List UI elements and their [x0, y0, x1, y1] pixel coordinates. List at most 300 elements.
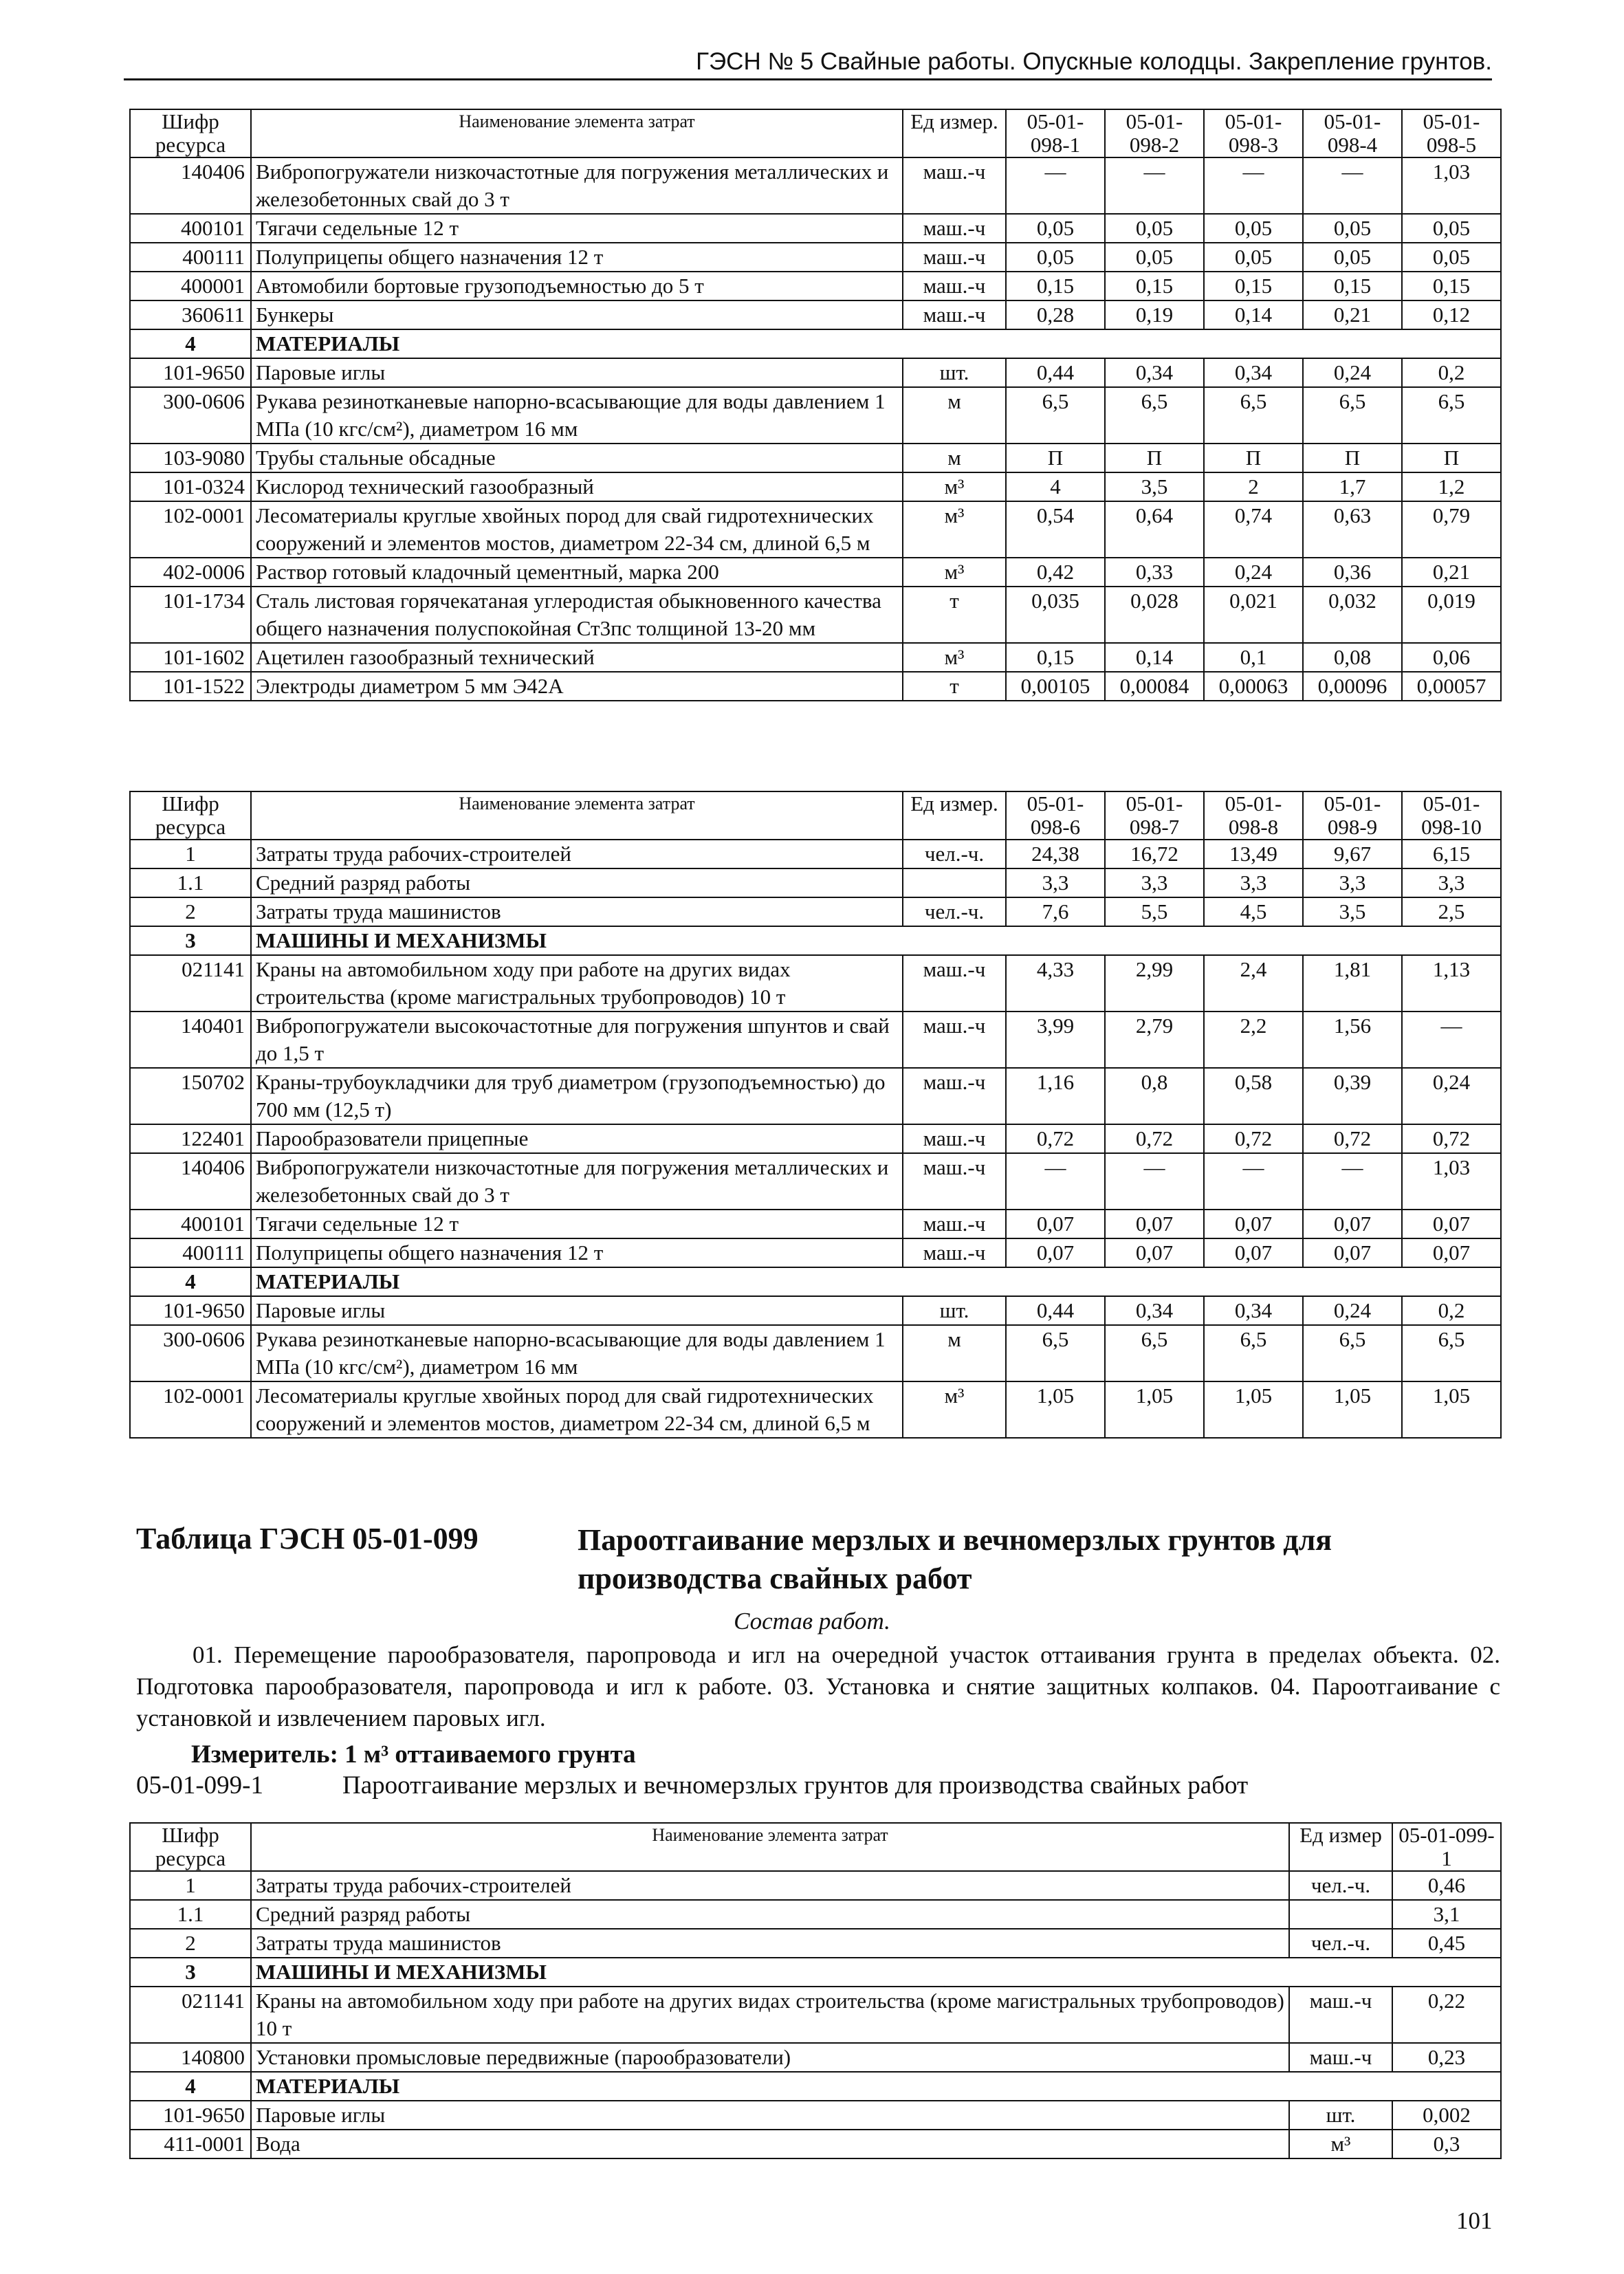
row-code: 021141 — [130, 1987, 251, 2043]
table-row — [130, 501, 1501, 558]
table-row — [130, 1153, 1501, 1210]
row-code: 402-0006 — [130, 558, 251, 587]
row-value: 0,23 — [1392, 2043, 1501, 2072]
row-value: 1,03 — [1402, 1153, 1501, 1210]
row-value: 0,46 — [1392, 1871, 1501, 1900]
row-value: — — [1105, 157, 1204, 214]
table-row — [130, 272, 1501, 300]
row-name: Тягачи седельные 12 т — [251, 214, 903, 243]
row-name: Рукава резинотканевые напорно-всасывающие для воды давлением 1 МПа (10 кгс/см²), диаметром 16 мм — [251, 1325, 903, 1381]
row-code: 2 — [130, 897, 251, 926]
row-value: 2,4 — [1204, 955, 1303, 1012]
row-value: 0,39 — [1303, 1068, 1402, 1124]
row-name: Рукава резинотканевые напорно-всасывающие для воды давлением 1 МПа (10 кгс/см²), диаметром 16 мм — [251, 387, 903, 444]
table-row — [130, 157, 1501, 214]
table-row — [130, 955, 1501, 1012]
row-name: Затраты труда рабочих-строителей — [251, 1871, 1289, 1900]
table-header — [130, 109, 1501, 157]
table-row — [130, 897, 1501, 926]
row-value: 0,24 — [1303, 358, 1402, 387]
row-value: 0,72 — [1303, 1124, 1402, 1153]
row-unit: маш.-ч — [903, 272, 1006, 300]
composition-text: 01. Перемещение парообразователя, паропровода и игл на очередной участок оттаивания грунта в пределах объекта. 02. Подготовка парообразователя, паропровода и игл к работе. 03. Установка и снятие защитных колпаков. 04. Пароотгаивание с установкой и извлечением паровых игл. — [136, 1641, 1500, 1731]
row-value: 16,72 — [1105, 840, 1204, 868]
header-unit: Ед измер. — [903, 791, 1006, 840]
row-unit — [903, 868, 1006, 897]
header-col-code: 05-01-098-2 — [1105, 109, 1204, 157]
row-value: 0,24 — [1402, 1068, 1501, 1124]
row-value: 0,05 — [1402, 243, 1501, 272]
row-value: — — [1204, 1153, 1303, 1210]
table-header — [130, 1823, 1501, 1871]
row-value: 0,028 — [1105, 587, 1204, 643]
row-value: 0,24 — [1303, 1296, 1402, 1325]
row-code: 400111 — [130, 1238, 251, 1267]
row-name: Краны на автомобильном ходу при работе на других видах строительства (кроме магистральных трубопроводов) 10 т — [251, 955, 903, 1012]
table-row — [130, 1210, 1501, 1238]
table-row — [130, 1381, 1501, 1438]
table-row — [130, 387, 1501, 444]
header-name: Наименование элемента затрат — [251, 791, 903, 840]
resource-table-098-1-5 — [129, 109, 1502, 701]
row-unit — [1289, 1900, 1392, 1929]
table-row — [130, 1987, 1501, 2043]
row-value: 0,15 — [1006, 272, 1105, 300]
row-name: Трубы стальные обсадные — [251, 444, 903, 472]
row-value: 1,7 — [1303, 472, 1402, 501]
row-value: 0,12 — [1402, 300, 1501, 329]
table-row — [130, 1325, 1501, 1381]
table-row — [130, 1296, 1501, 1325]
row-value: 6,5 — [1204, 1325, 1303, 1381]
row-name: Вибропогружатели низкочастотные для погружения металлических и железобетонных свай до 3 т — [251, 1153, 903, 1210]
row-unit: маш.-ч — [903, 1238, 1006, 1267]
row-unit: м — [903, 1325, 1006, 1381]
row-value: 0,05 — [1402, 214, 1501, 243]
row-value: — — [1204, 157, 1303, 214]
section-title: МАТЕРИАЛЫ — [251, 329, 1501, 358]
row-value: 0,00084 — [1105, 672, 1204, 701]
table-row — [130, 1238, 1501, 1267]
row-code: 150702 — [130, 1068, 251, 1124]
row-value: — — [1402, 1012, 1501, 1068]
header-unit: Ед измер — [1289, 1823, 1392, 1871]
row-name: Затраты труда машинистов — [251, 897, 903, 926]
table-row — [130, 868, 1501, 897]
row-code: 400101 — [130, 1210, 251, 1238]
row-unit: чел.-ч. — [1289, 1929, 1392, 1958]
row-code: 140800 — [130, 2043, 251, 2072]
row-name: Сталь листовая горячекатаная углеродистая обыкновенного качества общего назначения полуспокойная Ст3пс толщиной 13-20 мм — [251, 587, 903, 643]
row-value: 3,99 — [1006, 1012, 1105, 1068]
row-unit: чел.-ч. — [1289, 1871, 1392, 1900]
row-code: 400001 — [130, 272, 251, 300]
row-value: 4,33 — [1006, 955, 1105, 1012]
row-code: 400101 — [130, 214, 251, 243]
row-value: 0,54 — [1006, 501, 1105, 558]
row-code: 300-0606 — [130, 1325, 251, 1381]
row-code: 4 — [130, 1267, 251, 1296]
row-value: П — [1402, 444, 1501, 472]
table-row — [130, 1068, 1501, 1124]
row-value: 0,64 — [1105, 501, 1204, 558]
row-code: 101-1602 — [130, 643, 251, 672]
table-header — [130, 791, 1501, 840]
row-name: Кислород технический газообразный — [251, 472, 903, 501]
row-value: П — [1006, 444, 1105, 472]
table-row — [130, 1929, 1501, 1958]
subtable-title: Пароотгаивание мерзлых и вечномерзлых грунтов для производства свайных работ — [342, 1771, 1249, 1800]
row-name: Раствор готовый кладочный цементный, марка 200 — [251, 558, 903, 587]
row-value: 0,07 — [1105, 1238, 1204, 1267]
row-value: 0,15 — [1105, 272, 1204, 300]
row-name: Тягачи седельные 12 т — [251, 1210, 903, 1238]
row-name: Бункеры — [251, 300, 903, 329]
row-value: 0,08 — [1303, 643, 1402, 672]
row-value: 6,5 — [1006, 1325, 1105, 1381]
row-name: Средний разряд работы — [251, 1900, 1289, 1929]
header-col-code: 05-01-098-7 — [1105, 791, 1204, 840]
row-name: Вибропогружатели низкочастотные для погружения металлических и железобетонных свай до 3 т — [251, 157, 903, 214]
row-code: 1 — [130, 1871, 251, 1900]
meter-line: Измеритель: 1 м³ оттаиваемого грунта — [191, 1740, 636, 1769]
row-value: 0,15 — [1303, 272, 1402, 300]
row-value: 3,3 — [1105, 868, 1204, 897]
header-col-code: 05-01-098-8 — [1204, 791, 1303, 840]
row-code: 101-9650 — [130, 2101, 251, 2130]
row-unit: маш.-ч — [903, 243, 1006, 272]
row-value: 0,07 — [1402, 1210, 1501, 1238]
row-value: 13,49 — [1204, 840, 1303, 868]
row-value: 0,36 — [1303, 558, 1402, 587]
row-value: 1,05 — [1402, 1381, 1501, 1438]
row-value: 0,05 — [1303, 214, 1402, 243]
row-value: 0,07 — [1303, 1210, 1402, 1238]
row-value: 0,032 — [1303, 587, 1402, 643]
row-code: 140406 — [130, 1153, 251, 1210]
header-col-code: 05-01-098-10 — [1402, 791, 1501, 840]
row-value: 0,79 — [1402, 501, 1501, 558]
table-row — [130, 2130, 1501, 2158]
row-name: Парообразователи прицепные — [251, 1124, 903, 1153]
row-name: Вибропогружатели высокочастотные для погружения шпунтов и свай до 1,5 т — [251, 1012, 903, 1068]
section-row — [130, 1267, 1501, 1296]
row-name: Установки промысловые передвижные (парообразователи) — [251, 2043, 1289, 2072]
row-value: — — [1006, 1153, 1105, 1210]
row-value: 6,5 — [1105, 1325, 1204, 1381]
row-value: 5,5 — [1105, 897, 1204, 926]
row-unit: т — [903, 587, 1006, 643]
row-value: 1,05 — [1204, 1381, 1303, 1438]
row-name: Лесоматериалы круглые хвойных пород для свай гидротехнических сооружений и элементов мостов, диаметром 22-34 см, длиной 6,5 м — [251, 501, 903, 558]
section-row — [130, 926, 1501, 955]
header-col-code: 05-01-099-1 — [1392, 1823, 1501, 1871]
row-unit: шт. — [1289, 2101, 1392, 2130]
table-row — [130, 672, 1501, 701]
row-code: 101-9650 — [130, 358, 251, 387]
row-unit: м — [903, 444, 1006, 472]
row-value: 0,2 — [1402, 1296, 1501, 1325]
table-row — [130, 472, 1501, 501]
row-value: 0,07 — [1303, 1238, 1402, 1267]
header-code: Шифр ресурса — [130, 791, 251, 840]
row-value: 1,2 — [1402, 472, 1501, 501]
section-row — [130, 1958, 1501, 1987]
row-code: 4 — [130, 2072, 251, 2101]
subtable-code: 05-01-099-1 — [136, 1771, 263, 1800]
row-value: 0,45 — [1392, 1929, 1501, 1958]
row-code: 102-0001 — [130, 501, 251, 558]
row-unit: маш.-ч — [903, 1124, 1006, 1153]
table-row — [130, 587, 1501, 643]
row-value: 3,3 — [1402, 868, 1501, 897]
header-col-code: 05-01-098-1 — [1006, 109, 1105, 157]
row-unit: чел.-ч. — [903, 897, 1006, 926]
header-name: Наименование элемента затрат — [251, 1823, 1289, 1871]
row-value: 3,3 — [1006, 868, 1105, 897]
row-unit: маш.-ч — [903, 1068, 1006, 1124]
resource-table-098-6-10 — [129, 791, 1502, 1439]
row-value: 0,05 — [1105, 214, 1204, 243]
row-value: 0,15 — [1006, 643, 1105, 672]
row-code: 140406 — [130, 157, 251, 214]
row-code: 1.1 — [130, 868, 251, 897]
row-value: 0,002 — [1392, 2101, 1501, 2130]
row-value: 0,07 — [1105, 1210, 1204, 1238]
header-code: Шифр ресурса — [130, 1823, 251, 1871]
row-code: 1.1 — [130, 1900, 251, 1929]
row-value: 1,16 — [1006, 1068, 1105, 1124]
table-row — [130, 1900, 1501, 1929]
row-value: 1,03 — [1402, 157, 1501, 214]
row-value: 0,74 — [1204, 501, 1303, 558]
row-code: 400111 — [130, 243, 251, 272]
section-title: МАТЕРИАЛЫ — [251, 2072, 1501, 2101]
row-value: 0,72 — [1402, 1124, 1501, 1153]
row-name: Лесоматериалы круглые хвойных пород для свай гидротехнических сооружений и элементов мостов, диаметром 22-34 см, длиной 6,5 м — [251, 1381, 903, 1438]
row-value: П — [1105, 444, 1204, 472]
row-value: 0,05 — [1105, 243, 1204, 272]
row-unit: маш.-ч — [903, 157, 1006, 214]
row-value: 3,5 — [1105, 472, 1204, 501]
row-code: 3 — [130, 926, 251, 955]
row-name: Краны на автомобильном ходу при работе на других видах строительства (кроме магистральных трубопроводов) 10 т — [251, 1987, 1289, 2043]
row-value: 0,3 — [1392, 2130, 1501, 2158]
row-code: 1 — [130, 840, 251, 868]
row-value: 1,05 — [1105, 1381, 1204, 1438]
row-unit: маш.-ч — [903, 1012, 1006, 1068]
table-row — [130, 1124, 1501, 1153]
table-id-heading: Таблица ГЭСН 05-01-099 — [136, 1522, 479, 1555]
row-value: 0,07 — [1402, 1238, 1501, 1267]
table-body — [130, 840, 1501, 1438]
header-col-code: 05-01-098-4 — [1303, 109, 1402, 157]
row-value: 2,79 — [1105, 1012, 1204, 1068]
row-value: 0,05 — [1204, 214, 1303, 243]
row-value: 0,019 — [1402, 587, 1501, 643]
row-value: 0,07 — [1204, 1210, 1303, 1238]
row-name: Затраты труда машинистов — [251, 1929, 1289, 1958]
row-code: 103-9080 — [130, 444, 251, 472]
row-value: 0,44 — [1006, 1296, 1105, 1325]
row-value: 0,05 — [1303, 243, 1402, 272]
resource-table-099-1 — [129, 1822, 1502, 2159]
row-value: 0,34 — [1204, 358, 1303, 387]
row-value: 0,58 — [1204, 1068, 1303, 1124]
row-value: 1,05 — [1006, 1381, 1105, 1438]
table-row — [130, 444, 1501, 472]
section-title: МАШИНЫ И МЕХАНИЗМЫ — [251, 926, 1501, 955]
row-value: 0,00096 — [1303, 672, 1402, 701]
row-name: Затраты труда рабочих-строителей — [251, 840, 903, 868]
row-value: 2,99 — [1105, 955, 1204, 1012]
row-value: 7,6 — [1006, 897, 1105, 926]
row-value: 1,81 — [1303, 955, 1402, 1012]
row-value: 0,42 — [1006, 558, 1105, 587]
composition-label: Состав работ. — [734, 1608, 890, 1635]
row-value: 0,28 — [1006, 300, 1105, 329]
table-row — [130, 243, 1501, 272]
row-value: 0,07 — [1006, 1210, 1105, 1238]
row-value: 0,14 — [1204, 300, 1303, 329]
row-name: Паровые иглы — [251, 358, 903, 387]
row-value: 0,21 — [1303, 300, 1402, 329]
row-unit: чел.-ч. — [903, 840, 1006, 868]
row-value: 2,2 — [1204, 1012, 1303, 1068]
header-col-code: 05-01-098-6 — [1006, 791, 1105, 840]
row-value: 6,5 — [1402, 1325, 1501, 1381]
row-code: 411-0001 — [130, 2130, 251, 2158]
row-code: 101-1734 — [130, 587, 251, 643]
row-value: — — [1105, 1153, 1204, 1210]
row-value: 0,021 — [1204, 587, 1303, 643]
row-value: 0,72 — [1105, 1124, 1204, 1153]
row-name: Автомобили бортовые грузоподъемностью до 5 т — [251, 272, 903, 300]
table-row — [130, 214, 1501, 243]
running-header: ГЭСН № 5 Свайные работы. Опускные колодцы. Закрепление грунтов. — [124, 48, 1492, 80]
row-unit: м — [903, 387, 1006, 444]
row-unit: маш.-ч — [1289, 1987, 1392, 2043]
row-value: 0,14 — [1105, 643, 1204, 672]
row-unit: т — [903, 672, 1006, 701]
row-value: 0,21 — [1402, 558, 1501, 587]
row-unit: м³ — [903, 643, 1006, 672]
row-unit: м³ — [903, 1381, 1006, 1438]
table-body — [130, 157, 1501, 701]
row-value: 0,1 — [1204, 643, 1303, 672]
row-value: 0,15 — [1402, 272, 1501, 300]
row-value: 1,13 — [1402, 955, 1501, 1012]
header-row — [130, 791, 1501, 840]
row-name: Электроды диаметром 5 мм Э42А — [251, 672, 903, 701]
row-value: 0,05 — [1204, 243, 1303, 272]
row-value: 3,3 — [1204, 868, 1303, 897]
row-value: 0,2 — [1402, 358, 1501, 387]
row-name: Паровые иглы — [251, 1296, 903, 1325]
row-value: 1,05 — [1303, 1381, 1402, 1438]
row-name: Краны-трубоукладчики для труб диаметром (грузоподъемностью) до 700 мм (12,5 т) — [251, 1068, 903, 1124]
row-unit: маш.-ч — [903, 955, 1006, 1012]
row-value: 3,1 — [1392, 1900, 1501, 1929]
row-value: 6,5 — [1204, 387, 1303, 444]
section-title: МАТЕРИАЛЫ — [251, 1267, 1501, 1296]
row-code: 101-0324 — [130, 472, 251, 501]
row-unit: м³ — [903, 558, 1006, 587]
row-value: 0,00063 — [1204, 672, 1303, 701]
row-value: — — [1006, 157, 1105, 214]
row-value: 6,5 — [1105, 387, 1204, 444]
row-value: 0,34 — [1105, 1296, 1204, 1325]
row-code: 101-1522 — [130, 672, 251, 701]
row-value: 6,15 — [1402, 840, 1501, 868]
table-row — [130, 1012, 1501, 1068]
row-value: 6,5 — [1006, 387, 1105, 444]
row-value: 4,5 — [1204, 897, 1303, 926]
row-name: Полуприцепы общего назначения 12 т — [251, 243, 903, 272]
row-value: 3,5 — [1303, 897, 1402, 926]
row-name: Ацетилен газообразный технический — [251, 643, 903, 672]
row-value: 6,5 — [1402, 387, 1501, 444]
row-unit: м³ — [1289, 2130, 1392, 2158]
header-code: Шифр ресурса — [130, 109, 251, 157]
row-value: П — [1204, 444, 1303, 472]
row-value: 0,05 — [1006, 214, 1105, 243]
row-value: 0,19 — [1105, 300, 1204, 329]
row-unit: маш.-ч — [903, 1153, 1006, 1210]
row-unit: маш.-ч — [903, 1210, 1006, 1238]
row-code: 3 — [130, 1958, 251, 1987]
table-row — [130, 643, 1501, 672]
row-value: 0,34 — [1204, 1296, 1303, 1325]
row-name: Вода — [251, 2130, 1289, 2158]
table-row — [130, 300, 1501, 329]
row-code: 360611 — [130, 300, 251, 329]
header-unit: Ед измер. — [903, 109, 1006, 157]
row-value: 0,22 — [1392, 1987, 1501, 2043]
header-row — [130, 1823, 1501, 1871]
row-code: 300-0606 — [130, 387, 251, 444]
header-col-code: 05-01-098-9 — [1303, 791, 1402, 840]
subtable-caption — [136, 1771, 1248, 1800]
row-value: 0,8 — [1105, 1068, 1204, 1124]
row-unit: м³ — [903, 501, 1006, 558]
row-value: 0,33 — [1105, 558, 1204, 587]
row-value: 0,72 — [1006, 1124, 1105, 1153]
row-value: 9,67 — [1303, 840, 1402, 868]
row-value: 2,5 — [1402, 897, 1501, 926]
table-row — [130, 840, 1501, 868]
row-value: 6,5 — [1303, 1325, 1402, 1381]
row-code: 4 — [130, 329, 251, 358]
row-code: 122401 — [130, 1124, 251, 1153]
row-value: 0,00105 — [1006, 672, 1105, 701]
header-row — [130, 109, 1501, 157]
row-unit: маш.-ч — [903, 214, 1006, 243]
header-name: Наименование элемента затрат — [251, 109, 903, 157]
row-value: П — [1303, 444, 1402, 472]
row-value: 2 — [1204, 472, 1303, 501]
header-col-code: 05-01-098-3 — [1204, 109, 1303, 157]
row-unit: шт. — [903, 1296, 1006, 1325]
table-row — [130, 1871, 1501, 1900]
table-row — [130, 2101, 1501, 2130]
row-value: 0,44 — [1006, 358, 1105, 387]
row-code: 102-0001 — [130, 1381, 251, 1438]
row-value: 0,00057 — [1402, 672, 1501, 701]
table-body — [130, 1871, 1501, 2158]
row-value: 0,06 — [1402, 643, 1501, 672]
row-code: 140401 — [130, 1012, 251, 1068]
